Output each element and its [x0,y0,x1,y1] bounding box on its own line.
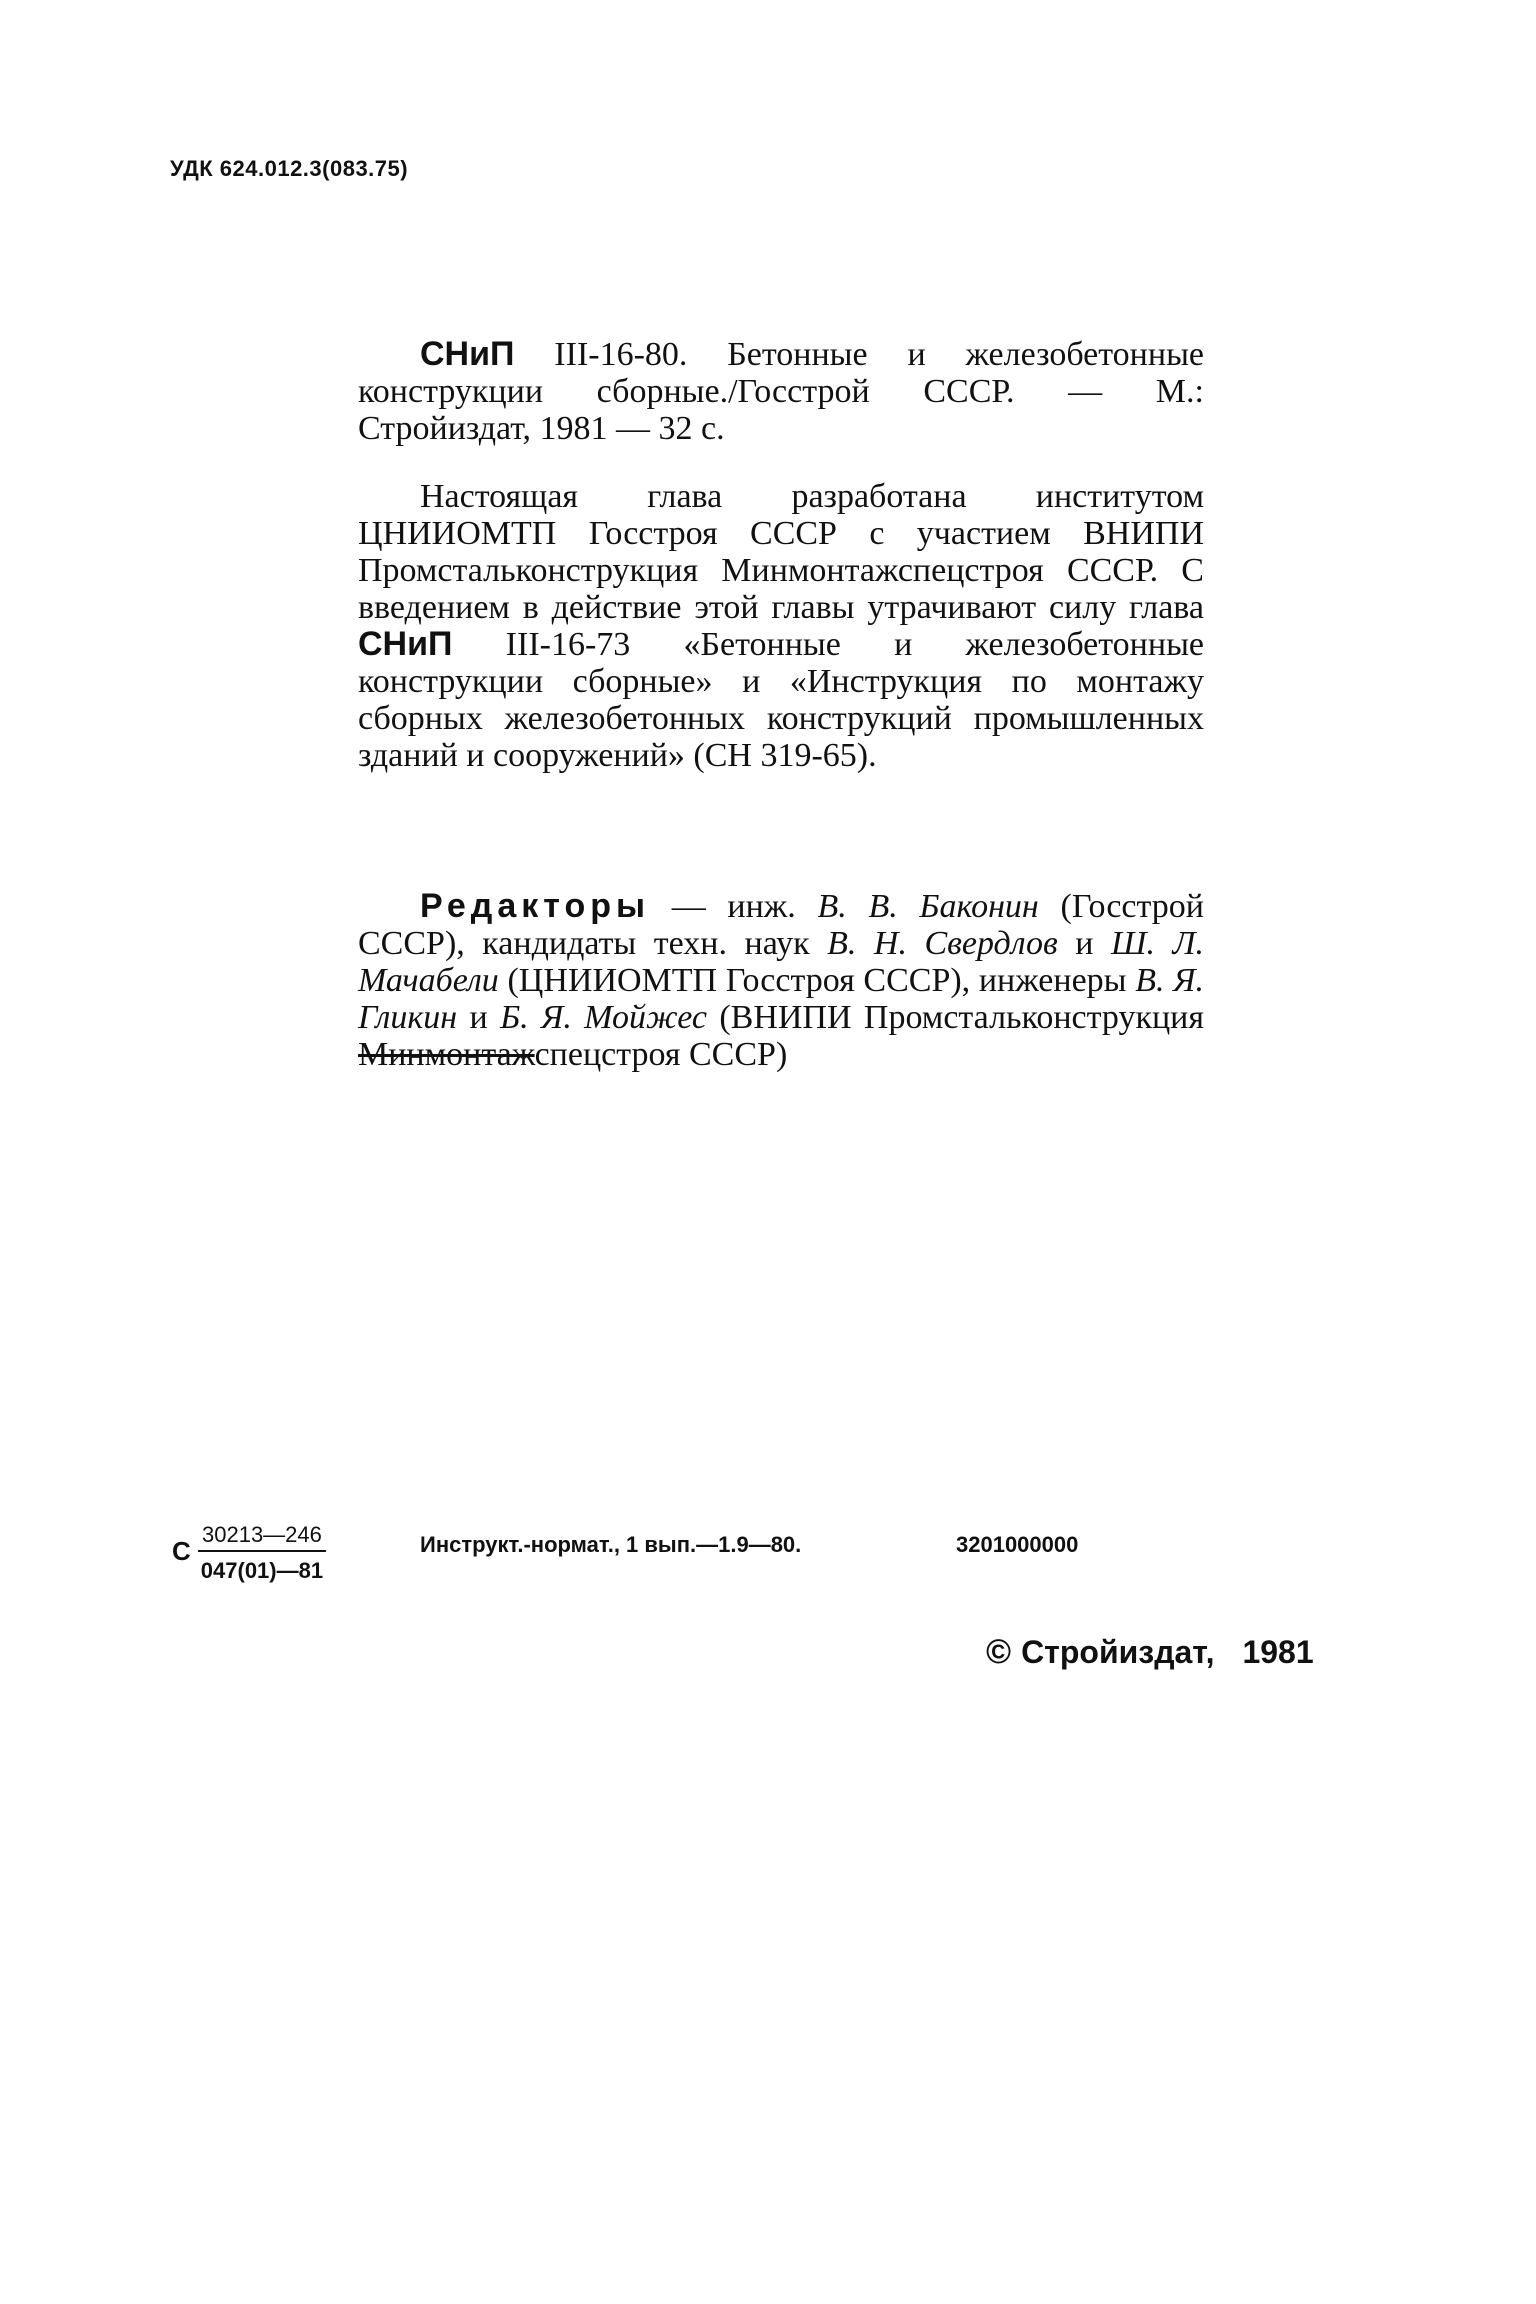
citation-text: III-16-80. Бетонные и железобетонные конструкции сборные./Госстрой СССР. — М.: Стройиздат, 1981 — 32 с. [358,336,1204,447]
editors-text-5: и [457,999,501,1036]
imprint-code: 3201000000 [956,1532,1079,1557]
imprint-fraction [198,1522,326,1584]
editor-name-3: Ш. Л. Мачабели [358,925,1204,999]
abstract-lead-2: СНиП [358,625,453,663]
editors-text-4: (ЦНИИОМТП Госстроя СССР), инженеры [498,962,1136,999]
abstract-text-1: Настоящая глава разработана институтом ЦНИИОМТП Госстроя СССР с участием ВНИПИ Промстальконструкция Минмонтажспецстроя СССР. С введением в действие этой главы утрачивают силу глава [358,478,1204,626]
editors-paragraph [358,888,1204,1073]
copyright-year: 1981 [1242,1634,1314,1670]
citation-lead: СНиП [420,335,515,373]
imprint-denominator: 047(01)—81 [200,1558,324,1583]
copyright-publisher: Стройиздат, [1021,1634,1215,1670]
editor-name-4: В. Я. Гликин [358,962,1204,1036]
bibliographic-citation [358,336,1204,447]
imprint-plan-text: Инструкт.-нормат., 1 вып.—1.9—80. [420,1532,802,1557]
editors-text-3: и [1057,925,1111,962]
copyright-icon: © [986,1633,1012,1671]
abstract-text-2: III-16-73 «Бетонные и железобетонные конструкции сборные» и «Инструкция по монтажу сборных железобетонных конструкций промышленных зданий и сооружений» (СН 319-65). [358,626,1204,774]
editors-struck-text: Минмонтаж [358,1036,535,1073]
udk-code: УДК 624.012.3(083.75) [170,156,409,181]
editors-label: Редакторы [420,887,651,925]
abstract-paragraph [358,478,1204,774]
editor-name-5: Б. Я. Мойжес [500,999,707,1036]
editors-text-7: спецстроя СССР) [534,1036,788,1073]
imprint-letter: С [172,1536,191,1566]
copyright-line [986,1633,1314,1672]
editors-text-1: — инж. [650,888,818,925]
editor-name-1: В. В. Баконин [817,888,1039,925]
imprint-line [172,1522,1372,1592]
editors-text-2: (Госстрой СССР), кандидаты техн. наук [358,888,1204,962]
editors-text-6: (ВНИПИ Промстальконструкция [706,999,1204,1036]
imprint-numerator: 30213—246 [198,1522,326,1552]
editor-name-2: В. Н. Свердлов [827,925,1058,962]
